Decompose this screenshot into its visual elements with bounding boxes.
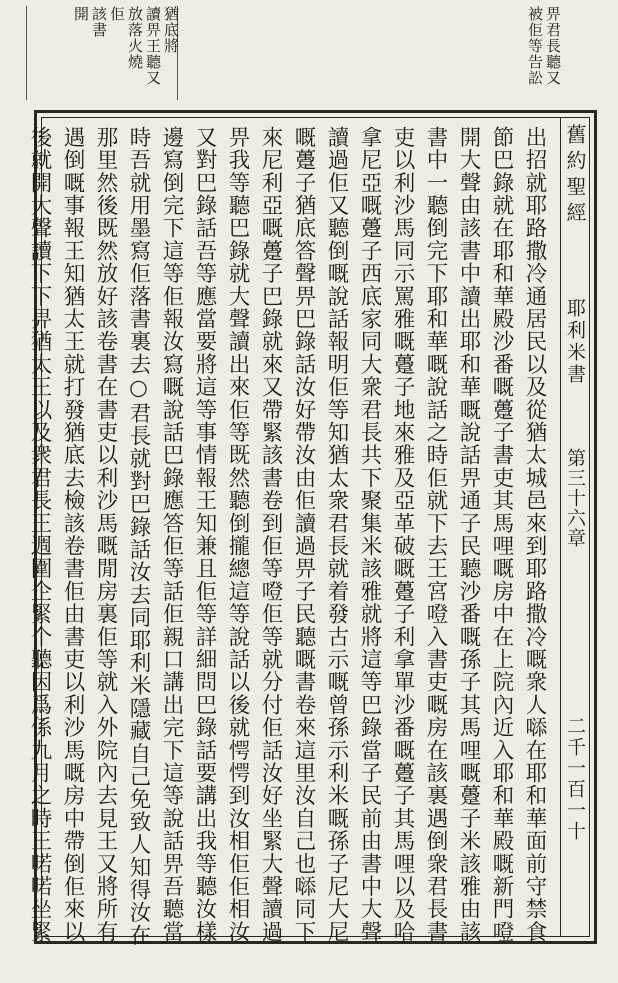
top-notes-left (30, 6, 180, 102)
note-line: 該書 (90, 6, 108, 38)
note-line: 讀畀王聽又 (144, 6, 162, 86)
text-column: 後就開大聲讀下下畀猶太王以及衆君長王週圍企緊个聽因爲係九月之時王喏喏坐緊 (27, 126, 52, 944)
top-notes-right (492, 6, 562, 102)
text-frame-inner (27, 117, 590, 947)
header-book: 耶利米書 (564, 298, 586, 386)
text-column: 吏以利沙馬同示罵雅嘅躉子地來雅及亞革破嘅躉子利拿單沙番嘅躉子其馬哩以及哈 (390, 126, 415, 944)
text-column: 邊寫倒完下這等佢報汝寫嘅說話巴錄應答佢等話佢親口講出完下這等說話畀吾聽當 (159, 126, 184, 944)
text-column: 又對巴錄話吾等應當要將這等事情報王知兼且佢等詳細問巴錄話要講出我等聽汝樣 (192, 126, 217, 944)
text-frame (27, 110, 597, 947)
note-line: 被佢等告訟 (526, 6, 544, 86)
running-header (560, 118, 589, 936)
header-page-number: 二千一百一十 (564, 716, 586, 842)
text-column: 出招就耶路撒冷通居民以及從猶太城邑來到耶路撒冷嘅衆人𠻹在耶和華面前守禁食 (522, 126, 547, 944)
note-line: 猶底將 (162, 6, 180, 54)
header-chapter: 第三十六章 (564, 448, 586, 548)
text-column: 拿尼亞嘅躉子西底家同大衆君長共下聚集米該雅就將這等巴錄當子民前由書中大聲 (357, 126, 382, 944)
note-line: 放落火燒 (126, 6, 144, 70)
text-column: 節巴錄就在耶和華殿沙番嘅躉子書吏其馬哩嘅房中在上院內近入耶和華殿嘅新門噔 (489, 126, 514, 944)
text-column: 遇倒嘅事報王知猶太王就打發猶底去檢該卷書佢由書吏以利沙馬嘅房中帶倒佢來以 (60, 126, 85, 944)
text-column: 開大聲由該書中讀出耶和華嘅說話畀通子民聽沙番嘅孫子其馬哩嘅躉子米該雅由該 (456, 126, 481, 944)
text-column: 來尼利亞嘅躉子巴錄就來又帶緊該書卷到佢等噔佢等就分付佢話汝好坐緊大聲讀過 (258, 126, 283, 944)
note-line: 佢 (108, 6, 126, 22)
text-column: 書中一聽倒完下耶和華嘅說話之時佢就下去王宮噔入書吏嘅房在該裏遇倒衆君長書 (423, 126, 448, 944)
note-line: 畀君長聽又 (544, 6, 562, 86)
note-line: 開 (72, 6, 90, 22)
body-text (27, 126, 551, 947)
text-column: 讀過佢又聽倒嘅說話報明佢等知猶太衆君長就着發古示嘅曾孫示利米嘅孫子尼大尼 (324, 126, 349, 944)
text-column: 時吾就用墨寫佢落書裏去○君長就對巴錄話汝去同耶利米隱藏自己免致人知得汝在 (126, 126, 151, 947)
text-column: 那里然後既然放好該卷書在書吏以利沙馬嘅閒房裏佢等就入外院內去見王又將所有 (93, 126, 118, 944)
text-column: 畀我等聽巴錄就大聲讀出來佢等既然聽倒攏總這等說話以後就愕愕到汝相佢佢相汝 (225, 126, 250, 944)
header-title: 舊約聖經 (563, 124, 587, 228)
text-column: 嘅躉子猶底答聲畀巴錄話汝好帶汝由佢讀過畀子民聽嘅書卷來這里汝自己也𠻹同下 (291, 126, 316, 944)
